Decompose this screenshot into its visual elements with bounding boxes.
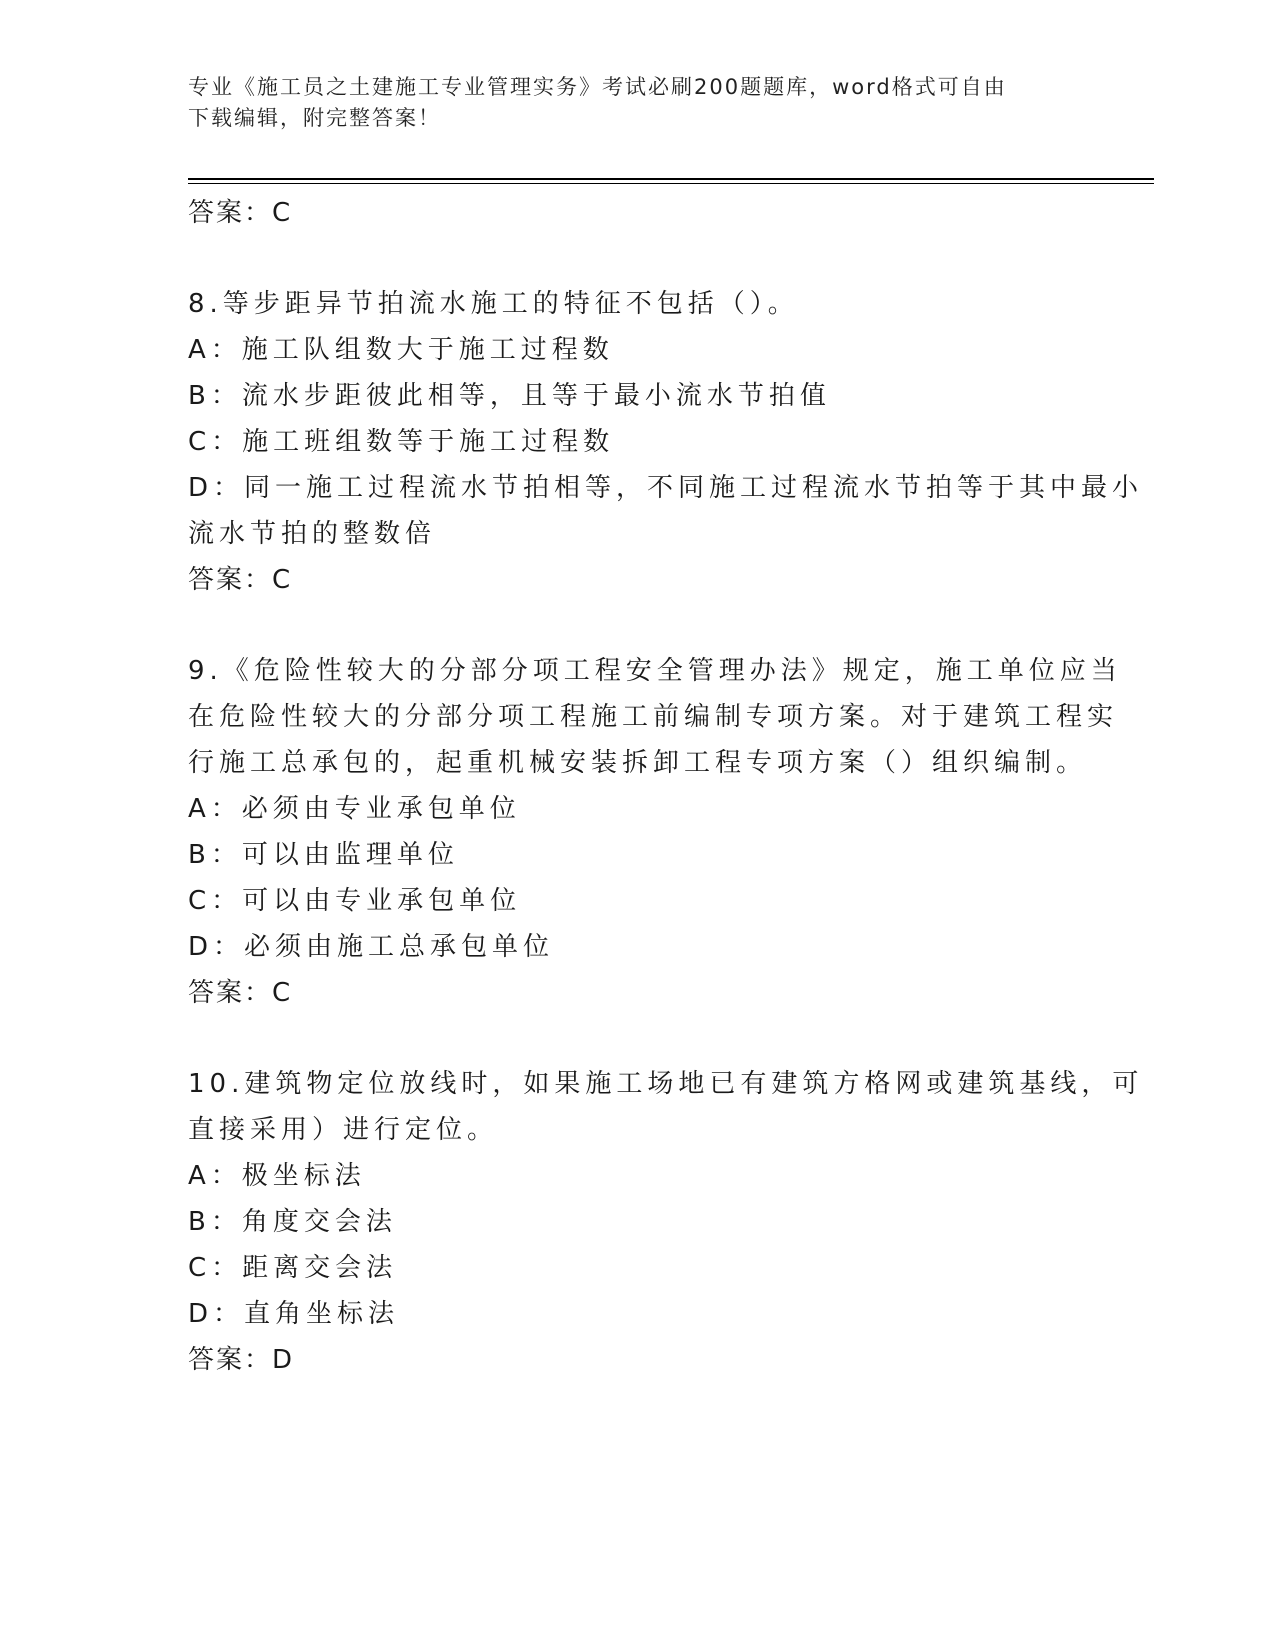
question-stem-continued: 在危险性较大的分部分项工程施工前编制专项方案。对于建筑工程实 <box>188 702 1119 732</box>
document-header <box>188 72 1088 134</box>
option-a: A：极坐标法 <box>188 1161 366 1191</box>
question-stem-continued: 直接采用）进行定位。 <box>188 1115 499 1145</box>
question-block <box>188 648 1122 1016</box>
question-stem: 9.《危险性较大的分部分项工程安全管理办法》规定，施工单位应当 <box>188 656 1122 686</box>
spacer <box>188 1016 1088 1061</box>
question-stem: 8.等步距异节拍流水施工的特征不包括（）。 <box>188 289 799 319</box>
header-divider-thin <box>188 183 1154 184</box>
answer-line: 答案：C <box>188 978 293 1008</box>
option-a: A：必须由专业承包单位 <box>188 794 521 824</box>
option-d: D：必须由施工总承包单位 <box>188 932 555 962</box>
option-c: C：施工班组数等于施工过程数 <box>188 427 615 457</box>
question-block <box>188 1061 1144 1383</box>
answer-line: 答案：C <box>188 565 293 595</box>
header-line-2: 下载编辑，附完整答案！ <box>188 106 441 130</box>
option-b: B：流水步距彼此相等，且等于最小流水节拍值 <box>188 381 831 411</box>
option-d-continued: 流水节拍的整数倍 <box>188 519 437 549</box>
spacer <box>188 236 1088 281</box>
question-stem-continued: 行施工总承包的，起重机械安装拆卸工程专项方案（）组织编制。 <box>188 748 1088 778</box>
option-c: C：可以由专业承包单位 <box>188 886 522 916</box>
answer-line: 答案：D <box>188 1345 295 1375</box>
header-line-1: 专业《施工员之土建施工专业管理实务》考试必刷200题题库，word格式可自由 <box>188 75 1007 99</box>
answer-line: 答案：C <box>188 198 293 228</box>
option-c: C：距离交会法 <box>188 1253 398 1283</box>
header-divider-thick <box>188 178 1154 180</box>
question-block <box>188 281 1144 603</box>
option-a: A：施工队组数大于施工过程数 <box>188 335 614 365</box>
option-b: B：可以由监理单位 <box>188 840 459 870</box>
option-b: B：角度交会法 <box>188 1207 397 1237</box>
option-d: D：同一施工过程流水节拍相等，不同施工过程流水节拍等于其中最小 <box>188 473 1144 503</box>
question-content <box>188 190 1144 1383</box>
spacer <box>188 603 1088 648</box>
question-stem: 10.建筑物定位放线时，如果施工场地已有建筑方格网或建筑基线，可 <box>188 1069 1144 1099</box>
option-d: D：直角坐标法 <box>188 1299 400 1329</box>
